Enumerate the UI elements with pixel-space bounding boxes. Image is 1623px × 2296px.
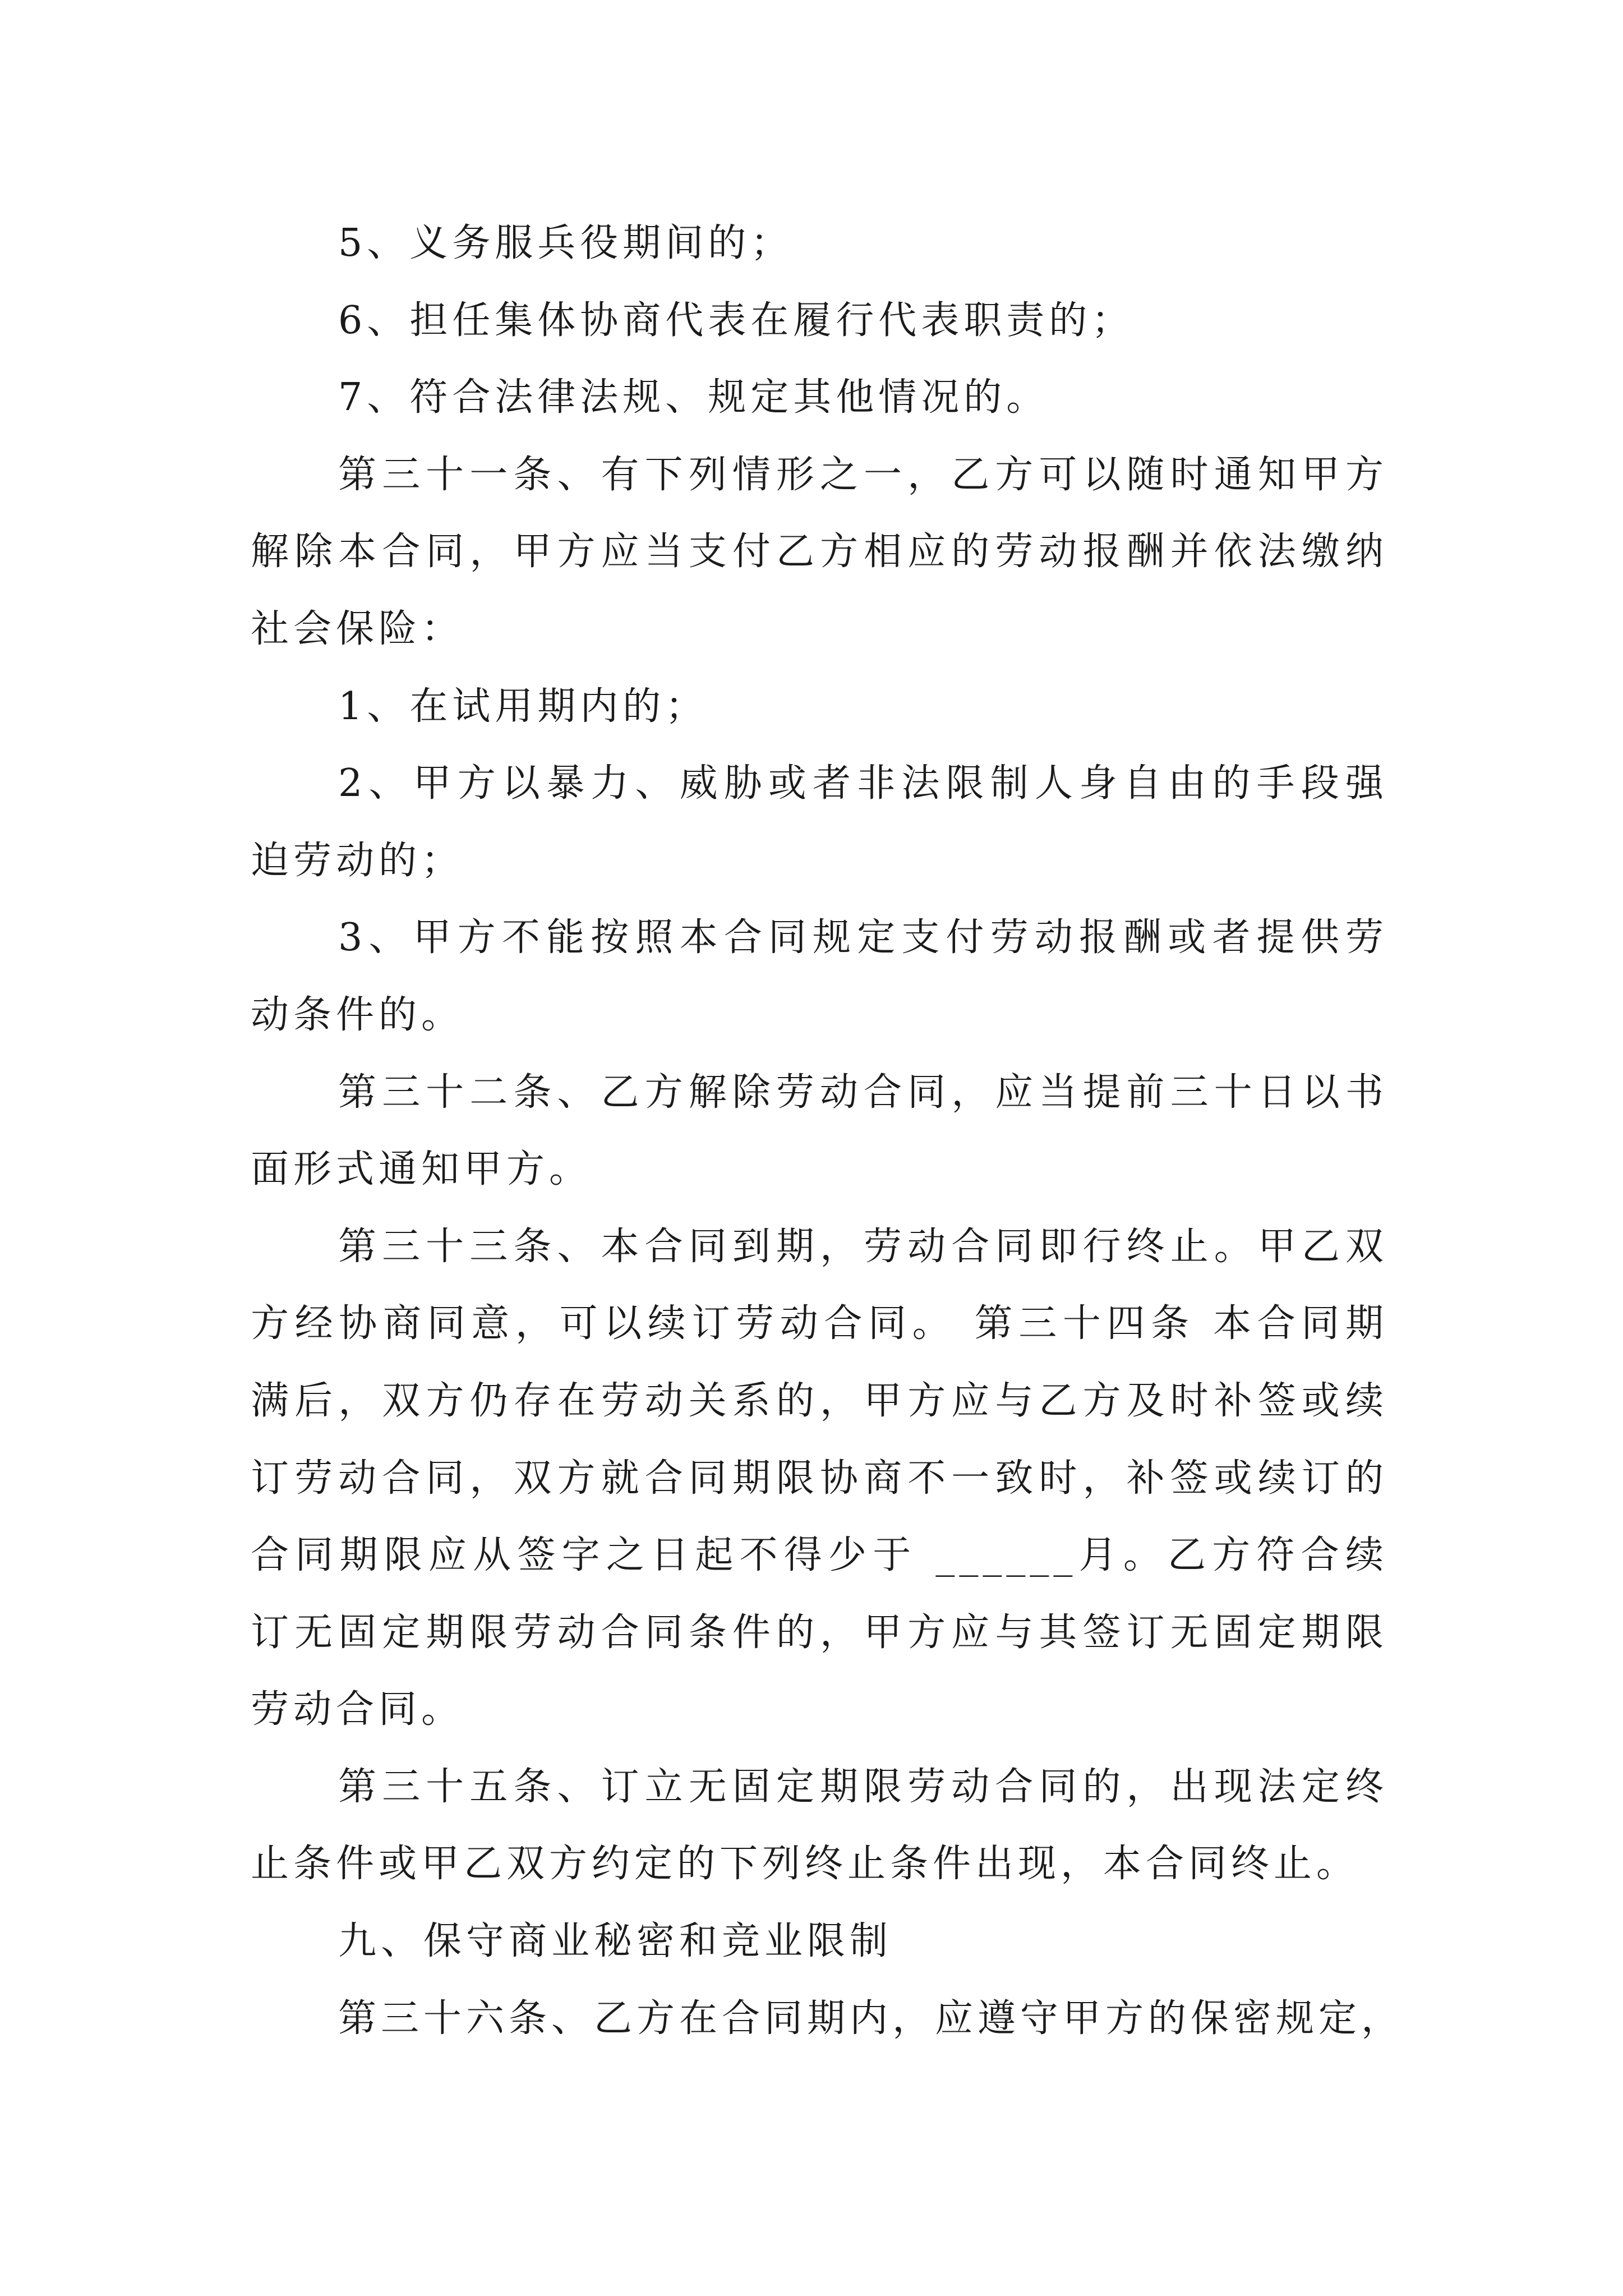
paragraph-line: 合同期限应从签字之日起不得少于 ______月。乙方符合续 [251, 1533, 1388, 1578]
paragraph-item-6 [251, 282, 1388, 360]
paragraph-line: 社会保险： [251, 606, 464, 651]
paragraph-item-1 [251, 668, 1388, 746]
paragraph-item-5 [251, 205, 1388, 282]
paragraph-line: 劳动合同。 [251, 1687, 464, 1732]
paragraph-item-3 [251, 899, 1388, 1053]
paragraph-article-36 [251, 1980, 1404, 2058]
paragraph-line: 3、甲方不能按照本合同规定支付劳动报酬或者提供劳 [338, 915, 1388, 960]
paragraph-line: 第三十二条、乙方解除劳动合同，应当提前三十日以书 [338, 1070, 1388, 1115]
paragraph-line: 1、在试用期内的； [338, 684, 708, 729]
paragraph-line: 第三十五条、订立无固定期限劳动合同的，出现法定终 [338, 1764, 1388, 1809]
paragraph-line: 止条件或甲乙双方约定的下列终止条件出现，本合同终止。 [251, 1842, 1359, 1887]
paragraph-article-32 [251, 1054, 1388, 1208]
paragraph-item-7 [251, 359, 1388, 436]
document-body [251, 205, 1404, 2057]
paragraph-line: 动条件的。 [251, 992, 464, 1037]
paragraph-line: 订劳动合同，双方就合同期限协商不一致时，补签或续订的 [251, 1456, 1388, 1501]
paragraph-item-2 [251, 745, 1388, 899]
paragraph-article-35 [251, 1749, 1388, 1903]
paragraph-line: 迫劳动的； [251, 838, 464, 883]
paragraph-line: 方经协商同意，可以续订劳动合同。 第三十四条 本合同期 [251, 1301, 1388, 1346]
paragraph-line: 第三十六条、乙方在合同期内，应遵守甲方的保密规定， [338, 1996, 1404, 2041]
section-heading [251, 1903, 1388, 1980]
paragraph-line: 7、符合法律法规、规定其他情况的。 [338, 375, 1049, 420]
paragraph-line: 面形式通知甲方。 [251, 1147, 592, 1192]
paragraph-line: 订无固定期限劳动合同条件的，甲方应与其签订无固定期限 [251, 1610, 1388, 1655]
section-heading-line: 九、保守商业秘密和竞业限制 [338, 1919, 893, 1964]
paragraph-line: 2、甲方以暴力、威胁或者非法限制人身自由的手段强 [338, 761, 1388, 806]
paragraph-line: 5、义务服兵役期间的； [338, 221, 794, 265]
paragraph-article-31 [251, 436, 1388, 668]
paragraph-line: 解除本合同，甲方应当支付乙方相应的劳动报酬并依法缴纳 [251, 530, 1388, 574]
paragraph-line: 6、担任集体协商代表在履行代表职责的； [338, 298, 1135, 343]
paragraph-line: 第三十一条、有下列情形之一，乙方可以随时通知甲方 [338, 452, 1388, 497]
paragraph-line: 满后，双方仍存在劳动关系的，甲方应与乙方及时补签或续 [251, 1378, 1388, 1423]
paragraph-article-33 [251, 1208, 1388, 1749]
paragraph-line: 第三十三条、本合同到期，劳动合同即行终止。甲乙双 [338, 1224, 1388, 1269]
